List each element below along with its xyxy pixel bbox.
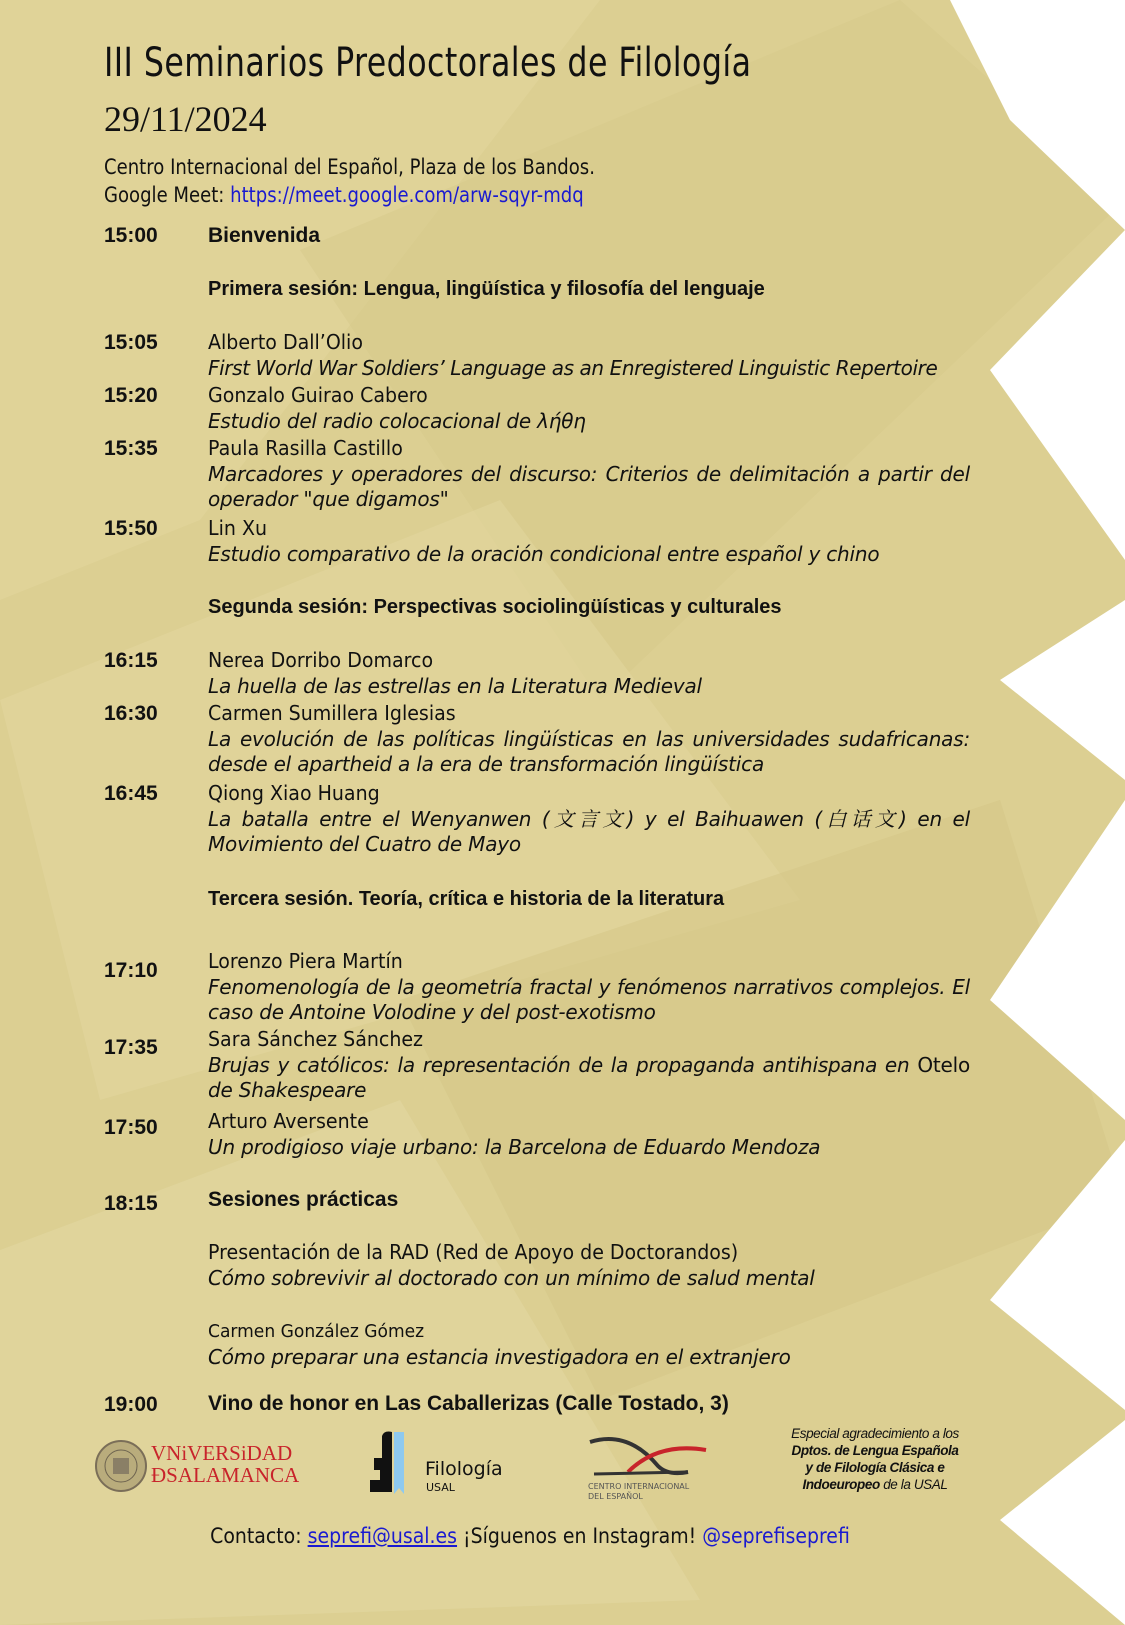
instagram-label: ¡Síguenos en Instagram! (457, 1524, 703, 1548)
talk-item (208, 436, 970, 513)
filologia-sub: USAL (426, 1481, 455, 1494)
talk-title: Cómo sobrevivir al doctorado con un mínimo de salud mental (208, 1265, 815, 1290)
email-link[interactable]: seprefi@usal.es (307, 1524, 458, 1548)
talk-title (208, 1053, 970, 1104)
talk-title: La evolución de las políticas lingüísticas en las universidades sudafricanas: desde el apartheid a la era de transformación lingüística (208, 726, 970, 776)
talk-item (208, 701, 970, 778)
time: 17:35 (104, 1036, 158, 1059)
closing-label: Vino de honor en Las Caballerizas (Calle Tostado, 3) (208, 1392, 729, 1415)
talk-title: Cómo preparar una estancia investigadora en el extranjero (208, 1344, 791, 1369)
usal-line1: VNiVERSiDAD (151, 1441, 293, 1465)
speaker: Carmen Sumillera Iglesias (208, 701, 456, 725)
thanks-line: Indoeuropeo (802, 1477, 880, 1492)
contact-footer (53, 1524, 1007, 1548)
talk-title-part: Brujas y católicos: la representación de la propaganda antihispana en (208, 1052, 918, 1077)
speaker: Lin Xu (208, 516, 268, 540)
usal-logo (95, 1438, 300, 1494)
speaker: Carmen González Gómez (208, 1321, 425, 1342)
talk-title: Estudio comparativo de la oración condicional entre español y chino (208, 541, 880, 566)
time: 15:50 (104, 517, 158, 540)
time: 15:00 (104, 224, 158, 247)
speaker: Lorenzo Piera Martín (208, 949, 403, 973)
speaker: Qiong Xiao Huang (208, 781, 380, 805)
talk-item (208, 330, 970, 381)
time: 16:15 (104, 649, 158, 672)
cie-line1: CENTRO INTERNACIONAL (588, 1482, 690, 1491)
practical-heading: Sesiones prácticas (208, 1188, 399, 1211)
speaker: Gonzalo Guirao Cabero (208, 383, 428, 407)
session-heading: Primera sesión: Lengua, lingüística y filosofía del lenguaje (208, 278, 765, 300)
speaker: Sara Sánchez Sánchez (208, 1027, 424, 1051)
talk-title: Estudio del radio colocacional de λήθη (208, 408, 586, 433)
speaker: Presentación de la RAD (Red de Apoyo de Doctorandos) (208, 1240, 739, 1264)
contact-label: Contacto: (210, 1524, 308, 1548)
talk-title: Un prodigioso viaje urbano: la Barcelona de Eduardo Mendoza (208, 1134, 821, 1159)
instagram-link[interactable]: @seprefiseprefi (702, 1524, 850, 1548)
time: 19:00 (104, 1393, 158, 1416)
talk-item (208, 1109, 970, 1160)
meet-label: Google Meet: (104, 183, 231, 207)
welcome-label: Bienvenida (208, 224, 321, 247)
time: 18:15 (104, 1192, 158, 1215)
talk-title-part: de Shakespeare (208, 1078, 367, 1102)
filologia-logo (370, 1430, 510, 1500)
talk-item (208, 949, 970, 1026)
time: 16:45 (104, 782, 158, 805)
event-date: 29/11/2024 (104, 99, 267, 139)
time: 15:35 (104, 437, 158, 460)
talk-item (208, 1027, 970, 1104)
talk-title: Marcadores y operadores del discurso: Criterios de delimitación a partir del operador "que digamos" (208, 461, 970, 511)
talk-item (208, 383, 970, 434)
cie-logo (588, 1436, 718, 1506)
time: 15:05 (104, 331, 158, 354)
meet-link[interactable]: https://meet.google.com/arw-sqyr-mdq (230, 183, 584, 207)
talk-title: La huella de las estrellas en la Literatura Medieval (208, 673, 702, 698)
thanks-line: de la USAL (879, 1477, 948, 1492)
talk-item (208, 1240, 970, 1291)
filologia-text: Filología (425, 1458, 503, 1480)
talk-item (208, 1319, 970, 1370)
talk-title: La batalla entre el Wenyanwen (文言文) y el Baihuawen (白话文) en el Movimiento del Cuatro de Mayo (208, 806, 970, 856)
usal-seal-icon (95, 1438, 147, 1494)
cie-line2: DEL ESPAÑOL (588, 1492, 643, 1501)
talk-item (208, 516, 970, 567)
session-heading: Segunda sesión: Perspectivas sociolingüísticas y culturales (208, 596, 782, 618)
work-title: Otelo (917, 1052, 970, 1077)
thanks-line: Especial agradecimiento a los (791, 1426, 959, 1441)
cie-mark-icon (588, 1436, 708, 1478)
usal-line2: ÐSALAMANCA (151, 1463, 300, 1487)
speaker: Alberto Dall’Olio (208, 330, 363, 354)
session-heading: Tercera sesión. Teoría, crítica e historia de la literatura (208, 888, 725, 910)
thanks-line: y de Filología Clásica e (805, 1460, 945, 1475)
time: 17:10 (104, 959, 158, 982)
talk-title: Fenomenología de la geometría fractal y fenómenos narrativos complejos. El caso de Antoine Volodine y del post-exotismo (208, 974, 970, 1024)
time: 15:20 (104, 384, 158, 407)
speaker: Nerea Dorribo Domarco (208, 648, 434, 672)
speaker: Paula Rasilla Castillo (208, 436, 403, 460)
acknowledgement (770, 1425, 980, 1493)
thanks-line: Dptos. de Lengua Española (791, 1443, 959, 1458)
talk-title: First World War Soldiers’ Language as an Enregistered Linguistic Repertoire (208, 355, 938, 380)
time: 16:30 (104, 702, 158, 725)
talk-item (208, 781, 970, 858)
page-title: III Seminarios Predoctorales de Filología (104, 40, 752, 86)
speaker: Arturo Aversente (208, 1109, 369, 1133)
filologia-mark-icon (370, 1430, 414, 1496)
time: 17:50 (104, 1116, 158, 1139)
venue-info (104, 153, 595, 209)
venue: Centro Internacional del Español, Plaza de los Bandos. (104, 155, 595, 179)
talk-item (208, 648, 970, 699)
